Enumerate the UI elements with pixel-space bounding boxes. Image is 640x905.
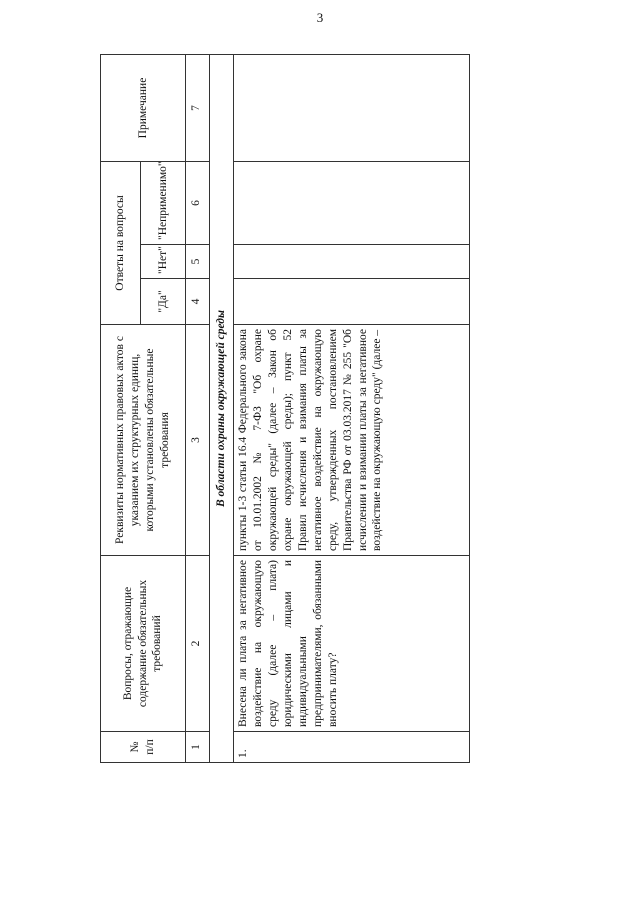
header-num: № п/п	[101, 732, 186, 763]
row-note[interactable]	[234, 55, 470, 162]
header-requisites: Реквизиты нормативных правовых актов с указанием их структурных единиц, которыми установлены обязательные требования	[101, 325, 186, 556]
row-requisites: пункты 1-3 статьи 16.4 Федерального закона от 10.01.2002 № 7-ФЗ "Об охране окружающей среды" (далее – Закон об охране окружающей среды); пункт 52 Правил исчисления и взимания платы за негативное воздействие на окружающую среду, утвержденных постановлением Правительства РФ от 03.03.2017 № 255 "Об исчислении и взимании платы за негативное воздействие на окружающую среду" (далее –	[234, 325, 470, 556]
col-number: 6	[186, 162, 210, 245]
page-number: 3	[316, 10, 324, 25]
col-number: 1	[186, 732, 210, 763]
checklist-table	[100, 54, 470, 763]
row-num: 1.	[234, 732, 470, 763]
rotated-table-container	[100, 55, 522, 763]
section-title: В области охраны окружающей среды	[210, 55, 234, 763]
header-question: Вопросы, отражающие содержание обязательных требований	[101, 556, 186, 732]
header-yes: "Да"	[141, 279, 186, 325]
col-number: 4	[186, 279, 210, 325]
row-answer-na[interactable]	[234, 162, 470, 245]
row-answer-yes[interactable]	[234, 279, 470, 325]
table-row	[234, 55, 470, 763]
header-na: "Неприменимо"	[141, 162, 186, 245]
header-answers: Ответы на вопросы	[101, 162, 141, 325]
col-number: 3	[186, 325, 210, 556]
row-answer-no[interactable]	[234, 245, 470, 279]
col-number: 2	[186, 556, 210, 732]
col-number: 7	[186, 55, 210, 162]
row-question: Внесена ли плата за негативное воздействие на окружающую среду (далее – плата) юридическими лицами и индивидуальными предпринимателями, обязанными вносить плату?	[234, 556, 470, 732]
header-no: "Нет"	[141, 245, 186, 279]
header-note: Примечание	[101, 55, 186, 162]
col-number: 5	[186, 245, 210, 279]
